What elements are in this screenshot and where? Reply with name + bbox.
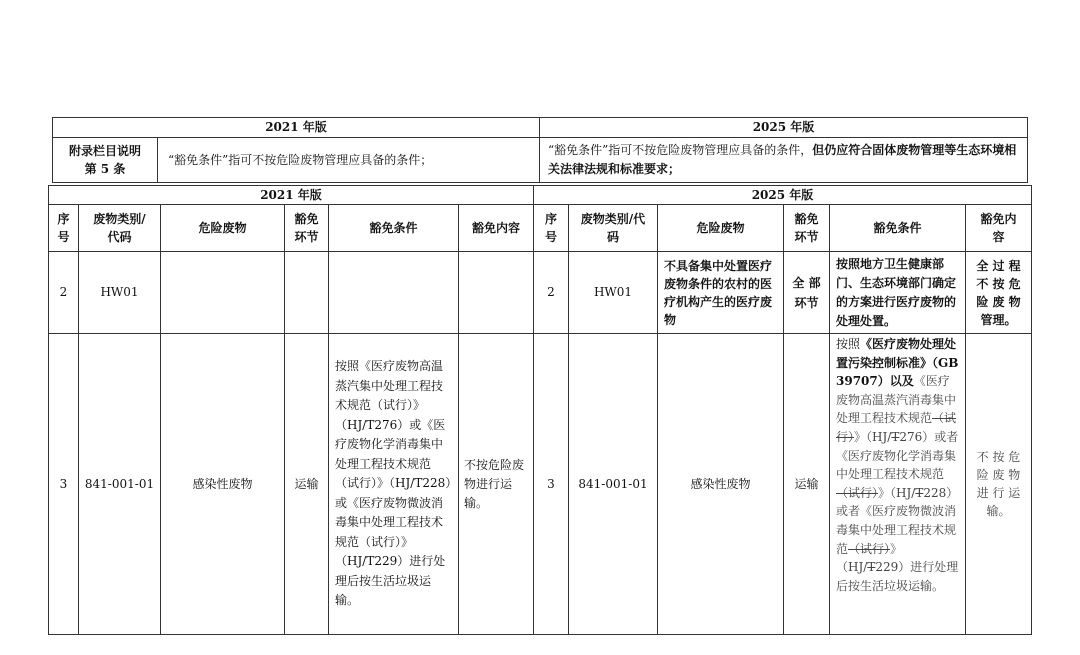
- row2-content-2025: 全 过 程 不 按 危 险 废 物 管理。: [965, 251, 1032, 334]
- header-seq-2025: 序 号: [533, 204, 569, 252]
- gb39707-standard: 《医疗废物处理处置污染控制标准》（GB 39707）以及: [836, 337, 959, 389]
- row3-condition-2025: 按照《医疗废物处理处置污染控制标准》（GB 39707）以及《医疗废物高温蒸汽消毒集中处理工程技术规范（试行）》（HJ/T276）或者《医疗废物化学消毒集中处理工程技术规范（试行）》（HJ/T228）或者《医疗废物微波消毒集中处理工程技术规范（试行）》（HJ/T229）进行处理后按生活垃圾运输。: [829, 333, 966, 635]
- header-content-2025: 豁免内 容: [965, 204, 1032, 252]
- header-code-2025: 废物类别/代 码: [568, 204, 658, 252]
- header-condition: 豁免条件: [328, 204, 459, 252]
- row3-waste-2025: 感染性废物: [657, 333, 784, 635]
- row2-seq: 2: [48, 251, 79, 334]
- row2-condition-2025: 按照地方卫生健康部门、生态环境部门确定的方案进行医疗废物的处理处置。: [829, 251, 966, 334]
- top-year-2021: 2021 年版: [52, 117, 540, 138]
- row-label-appendix: 附录栏目说明 第 5 条: [52, 137, 158, 183]
- row2-waste-2025: 不具备集中处置医疗废物条件的农村的医疗机构产生的医疗废物: [657, 251, 784, 334]
- main-year-2021: 2021 年版: [48, 185, 534, 205]
- row2-condition: [328, 251, 459, 334]
- row3-code: 841-001-01: [78, 333, 161, 635]
- row3-condition: 按照《医疗废物高温蒸汽集中处理工程技术规范（试行）》（HJ/T276）或《医疗废物化学消毒集中处理工程技术规范（试行）》（HJ/T228）或《医疗废物微波消毒集中处理工程技术规范（试行）》（HJ/T229）进行处理后按生活垃圾运输。: [328, 333, 459, 635]
- row2-content: [458, 251, 534, 334]
- row3-stage-2025: 运输: [783, 333, 830, 635]
- row2-stage: [284, 251, 329, 334]
- row2-waste: [160, 251, 285, 334]
- row2-seq-2025: 2: [533, 251, 569, 334]
- header-waste-2025: 危险废物: [657, 204, 784, 252]
- header-stage: 豁免 环节: [284, 204, 329, 252]
- row2-code-2025: HW01: [568, 251, 658, 334]
- header-condition-2025: 豁免条件: [829, 204, 966, 252]
- desc-2025: “豁免条件”指可不按危险废物管理应具备的条件，但仍应符合固体废物管理等生态环境相关法律法规和标准要求；: [539, 137, 1028, 183]
- row3-seq-2025: 3: [533, 333, 569, 635]
- row3-waste: 感染性废物: [160, 333, 285, 635]
- row2-code: HW01: [78, 251, 161, 334]
- desc-2025-bold: 但仍应符合固体废物管理等生态环境相关法律法规和标准要求；: [548, 143, 1017, 176]
- row3-seq: 3: [48, 333, 79, 635]
- row3-code-2025: 841-001-01: [568, 333, 658, 635]
- top-year-2025: 2025 年版: [539, 117, 1028, 138]
- header-seq: 序 号: [48, 204, 79, 252]
- header-code: 废物类别/ 代码: [78, 204, 161, 252]
- header-stage-2025: 豁免 环节: [783, 204, 830, 252]
- row2-stage-2025: 全 部 环节: [783, 251, 830, 334]
- header-waste: 危险废物: [160, 204, 285, 252]
- desc-2021: “豁免条件”指可不按危险废物管理应具备的条件；: [157, 137, 540, 183]
- row3-content: 不按危险废物进行运输。: [458, 333, 534, 635]
- row3-content-2025: 不 按 危 险 废 物 进 行 运 输。: [965, 333, 1032, 635]
- row3-stage: 运输: [284, 333, 329, 635]
- header-content: 豁免内容: [458, 204, 534, 252]
- main-year-2025: 2025 年版: [533, 185, 1032, 205]
